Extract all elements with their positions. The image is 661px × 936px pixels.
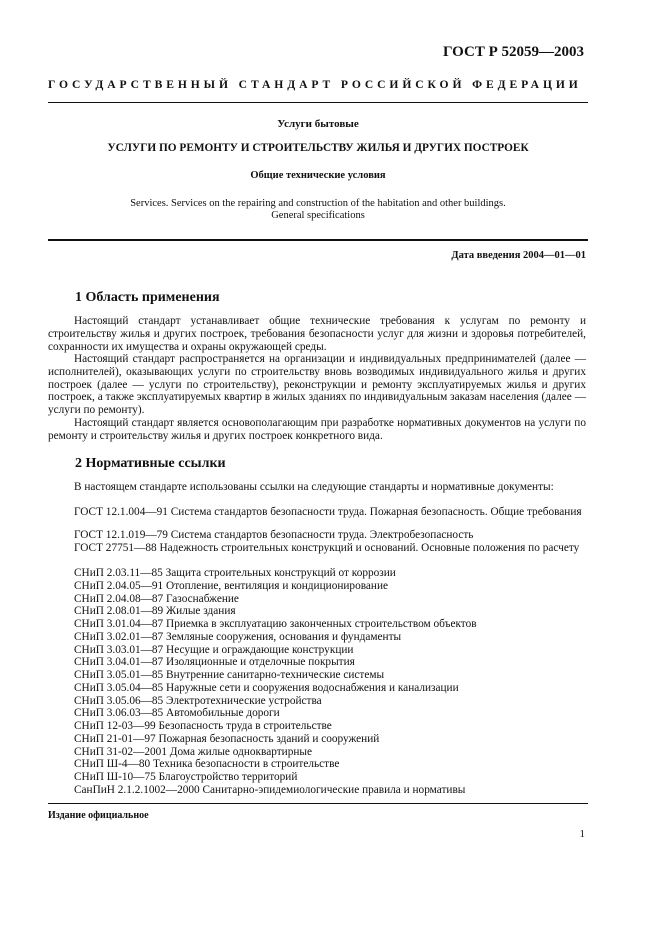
reference-item: СанПиН 2.1.2.1002—2000 Санитарно-эпидемиологические правила и нормативы: [74, 783, 466, 796]
state-standard-heading: ГОСУДАРСТВЕННЫЙ СТАНДАРТ РОССИЙСКОЙ ФЕДЕРАЦИИ: [48, 78, 582, 91]
reference-item: СНиП 3.06.03—85 Автомобильные дороги: [74, 707, 280, 720]
reference-item: СНиП 3.05.04—85 Наружные сети и сооружения водоснабжения и канализации: [74, 681, 459, 694]
official-edition-note: Издание официальное: [48, 810, 149, 821]
section-2-intro: В настоящем стандарте использованы ссылки на следующие стандарты и нормативные документы:: [74, 481, 554, 493]
footer-divider: [48, 803, 588, 804]
reference-list: [48, 567, 586, 797]
reference-gost-27751: ГОСТ 27751—88 Надежность строительных конструкций и оснований. Основные положения по расчету: [74, 542, 580, 554]
reference-item: СНиП 21-01—97 Пожарная безопасность зданий и сооружений: [74, 732, 380, 745]
category: Услуги бытовые: [277, 118, 359, 130]
intro-date: Дата введения 2004—01—01: [451, 250, 586, 261]
reference-item: СНиП 3.03.01—87 Несущие и ограждающие конструкции: [74, 643, 354, 656]
english-title-line1: Services. Services on the repairing and construction of the habitation and other buildings.: [130, 198, 506, 209]
document-title: УСЛУГИ ПО РЕМОНТУ И СТРОИТЕЛЬСТВУ ЖИЛЬЯ И ДРУГИХ ПОСТРОЕК: [107, 142, 529, 154]
reference-item: СНиП Ш-4—80 Техника безопасности в строительстве: [74, 758, 340, 771]
reference-item: СНиП 3.05.06—85 Электротехнические устройства: [74, 694, 322, 707]
standard-code: ГОСТ Р 52059—2003: [442, 44, 584, 60]
reference-gost-12-1-019: ГОСТ 12.1.019—79 Система стандартов безопасности труда. Электробезопасность: [74, 529, 474, 541]
reference-item: СНиП 2.08.01—89 Жилые здания: [74, 605, 236, 618]
document-subtitle: Общие технические условия: [250, 170, 386, 181]
reference-item: СНиП 2.04.08—87 Газоснабжение: [74, 592, 239, 605]
reference-item: СНиП 31-02—2001 Дома жилые одноквартирные: [74, 745, 312, 758]
reference-item: СНиП 3.05.01—85 Внутренние санитарно-технические системы: [74, 669, 385, 681]
english-title: [48, 198, 588, 222]
reference-item: СНиП Ш-10—75 Благоустройство территорий: [74, 771, 298, 783]
reference-gost-12-1-004: ГОСТ 12.1.004—91 Система стандартов безопасности труда. Пожарная безопасность. Общие требования: [74, 506, 582, 518]
section-1-paragraph-3: Настоящий стандарт является основополагающим при разработке нормативных документов на услуги по ремонту и строительству жилья и других построек конкретного вида.: [48, 417, 586, 442]
reference-item: СНиП 12-03—99 Безопасность труда в строительстве: [74, 720, 332, 732]
top-divider: [48, 102, 588, 103]
section-1-heading: 1 Область применения: [75, 290, 220, 305]
section-1-paragraph-2: Настоящий стандарт распространяется на организации и индивидуальных предпринимателей (далее — исполнителей), оказывающих услуги по строительству вновь возводимых индивидуального жилья и других построек (далее — услуги по строительству), реконструкции и ремонту эксплуатируемых жилья и других построек, а также эксплуатируемых квартир в жилых зданиях по индивидуальным заказам населения (далее — услуги по ремонту).: [48, 353, 586, 417]
page-number: 1: [579, 828, 585, 840]
title-divider: [48, 239, 588, 241]
english-title-line2: General specifications: [271, 210, 365, 221]
reference-item: СНиП 3.04.01—87 Изоляционные и отделочные покрытия: [74, 656, 355, 669]
reference-item: СНиП 3.01.04—87 Приемка в эксплуатацию законченных строительством объектов: [74, 618, 477, 630]
reference-item: СНиП 3.02.01—87 Земляные сооружения, основания и фундаменты: [74, 630, 402, 643]
reference-item: СНиП 2.04.05—91 Отопление, вентиляция и кондиционирование: [74, 579, 389, 592]
reference-item: СНиП 2.03.11—85 Защита строительных конструкций от коррозии: [74, 567, 396, 579]
section-1-paragraph-1: Настоящий стандарт устанавливает общие технические требования к услугам по ремонту и строительству жилья и других построек, требования безопасности услуг для жизни и здоровья потребителей, сохранности их имущества и охраны окружающей среды.: [48, 315, 586, 353]
section-2-heading: 2 Нормативные ссылки: [75, 456, 226, 471]
